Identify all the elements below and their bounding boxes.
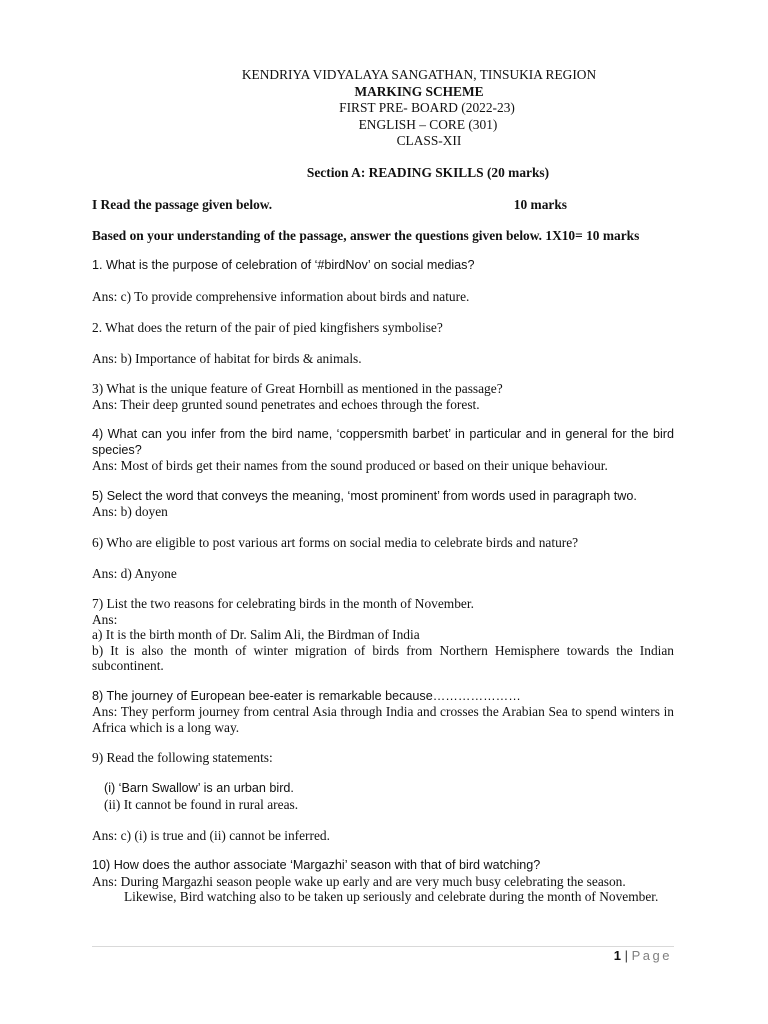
statements-list xyxy=(92,781,674,812)
answer-4: Ans: Most of birds get their names from the sound produced or based on their unique behaviour. xyxy=(92,458,608,473)
question-block-6 xyxy=(92,535,674,582)
answer-8: Ans: They perform journey from central Asia through India and crosses the Arabian Sea to spend winters in Africa which is a long way. xyxy=(92,704,674,735)
question-6: 6) Who are eligible to post various art forms on social media to celebrate birds and nature? xyxy=(92,534,579,550)
document-header xyxy=(92,67,674,150)
answer-10: Ans: During Margazhi season people wake up early and are very much busy celebrating the season. Likewise, Bird watching also to be taken up seriously and celebrate during the month of November. xyxy=(92,873,659,904)
subject-name: ENGLISH – CORE (301) xyxy=(358,116,498,132)
page-word: Page xyxy=(631,948,672,963)
question-8: 8) The journey of European bee-eater is remarkable because………………… xyxy=(92,688,521,703)
question-block-3 xyxy=(92,381,674,412)
answer-3: Ans: Their deep grunted sound penetrates and echoes through the forest. xyxy=(92,396,480,412)
answer-5: Ans: b) doyen xyxy=(92,504,168,519)
question-block-1 xyxy=(92,258,674,305)
footer-separator: | xyxy=(624,948,628,963)
question-5: 5) Select the word that conveys the meaning, ‘most prominent’ from words used in paragraph two. xyxy=(92,488,637,503)
page-footer xyxy=(614,948,672,964)
answer-2: Ans: b) Importance of habitat for birds & animals. xyxy=(92,350,362,366)
footer-divider xyxy=(92,946,674,947)
question-4: 4) What can you infer from the bird name, ‘coppersmith barbet’ in particular and in general for the bird species? xyxy=(92,427,674,457)
question-3: 3) What is the unique feature of Great Hornbill as mentioned in the passage? xyxy=(92,381,503,396)
question-7: 7) List the two reasons for celebrating birds in the month of November. xyxy=(92,596,474,611)
answer-1: Ans: c) To provide comprehensive information about birds and nature. xyxy=(92,289,470,304)
question-block-8 xyxy=(92,689,674,736)
answer-7-a: a) It is the birth month of Dr. Salim Ali, the Birdman of India xyxy=(92,627,420,642)
question-2: 2. What does the return of the pair of pied kingfishers symbolise? xyxy=(92,319,443,335)
statement-2: (ii) It cannot be found in rural areas. xyxy=(104,796,299,812)
question-10: 10) How does the author associate ‘Margazhi’ season with that of bird watching? xyxy=(92,858,541,872)
question-block-10 xyxy=(92,858,674,905)
statement-1: (i) ‘Barn Swallow’ is an urban bird. xyxy=(104,781,294,795)
answer-6: Ans: d) Anyone xyxy=(92,565,177,581)
question-1: 1. What is the purpose of celebration of ‘#birdNov’ on social medias? xyxy=(92,258,475,272)
section-title: Section A: READING SKILLS (20 marks) xyxy=(306,164,550,180)
question-block-4 xyxy=(92,427,674,474)
doc-type: MARKING SCHEME xyxy=(354,83,484,99)
instruction-row xyxy=(92,197,674,213)
page-number: 1 xyxy=(613,948,621,963)
question-block-2 xyxy=(92,320,674,367)
answer-7-label: Ans: xyxy=(92,611,118,627)
question-block-5 xyxy=(92,489,674,520)
answer-9: Ans: c) (i) is true and (ii) cannot be inferred. xyxy=(92,827,330,843)
question-block-9 xyxy=(92,750,674,843)
question-block-7 xyxy=(92,596,674,674)
org-name: KENDRIYA VIDYALAYA SANGATHAN, TINSUKIA REGION xyxy=(241,67,597,82)
instruction-text: I Read the passage given below. xyxy=(92,197,273,212)
exam-name: FIRST PRE- BOARD (2022-23) xyxy=(339,100,515,115)
instruction-2: Based on your understanding of the passage, answer the questions given below. 1X10= 10 marks xyxy=(92,227,640,243)
instruction-marks: 10 marks xyxy=(513,197,567,212)
answer-7-b: b) It is also the month of winter migration of birds from Northern Hemisphere towards the Indian subcontinent. xyxy=(92,642,674,673)
question-9: 9) Read the following statements: xyxy=(92,750,273,765)
class-name: CLASS-XII xyxy=(396,133,462,148)
